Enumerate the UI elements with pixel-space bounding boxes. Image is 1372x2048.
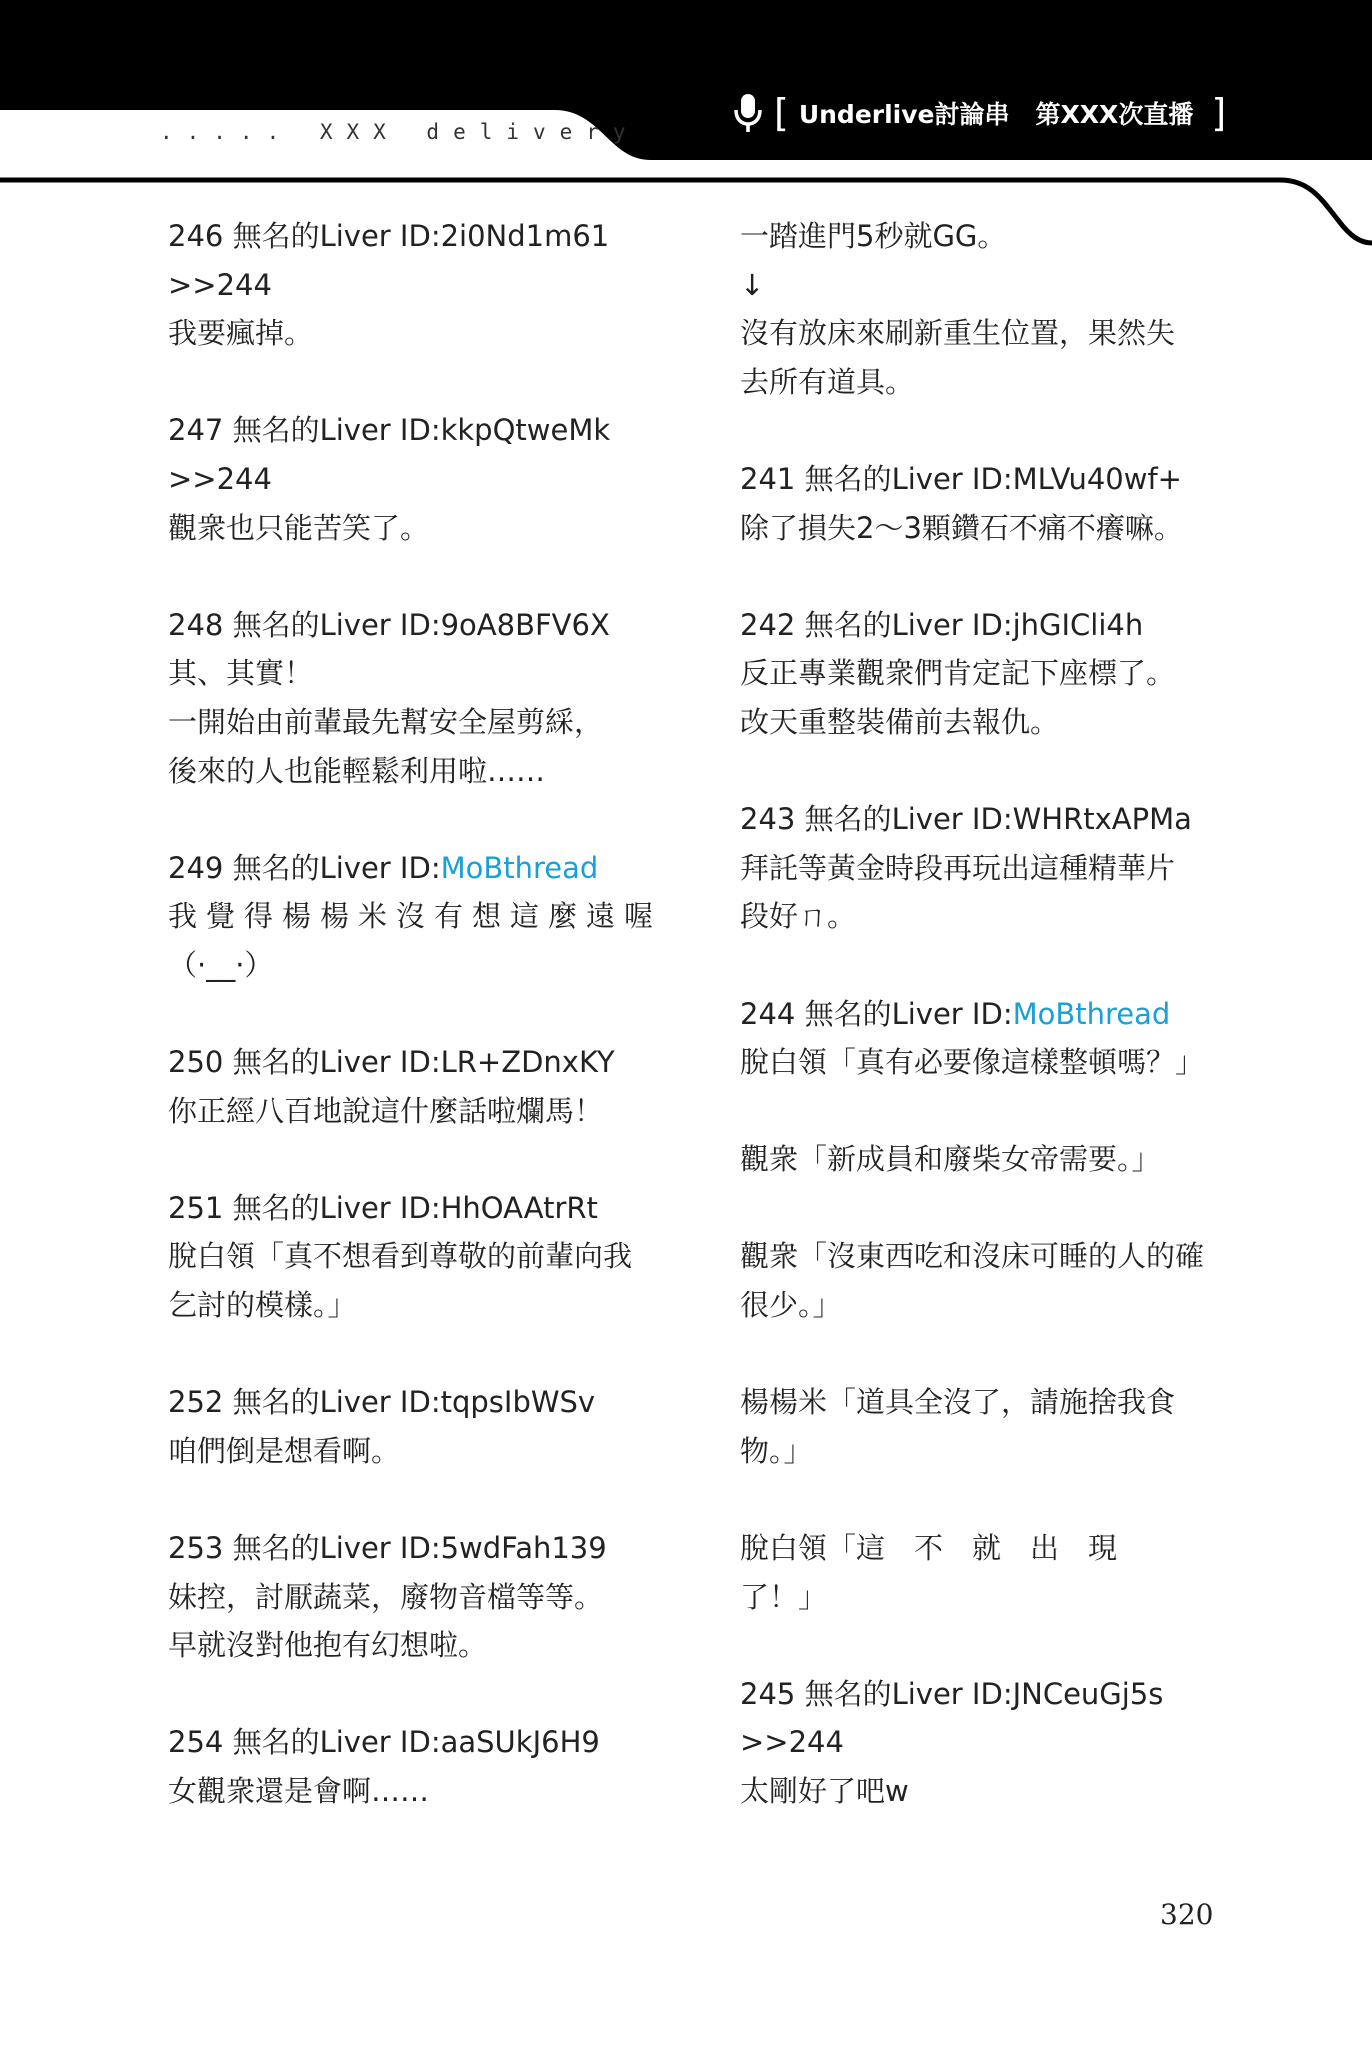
post-header xyxy=(740,455,1230,504)
bracket-close: ] xyxy=(1211,91,1227,135)
post-header xyxy=(168,1184,658,1233)
post-line: >>244 xyxy=(740,1725,844,1760)
post-header xyxy=(168,406,658,455)
post-240-continued xyxy=(740,212,1230,406)
post-header xyxy=(168,1524,658,1573)
post-id: LR+ZDnxKY xyxy=(440,1045,615,1080)
post-header xyxy=(740,990,1230,1039)
post-number-label: 246 無名的Liver ID: xyxy=(168,219,441,253)
post-header xyxy=(168,1378,658,1427)
down-arrow-icon: ↓ xyxy=(740,267,765,302)
thread-title xyxy=(774,88,1234,138)
post-header xyxy=(740,1670,1230,1719)
post-blank-line xyxy=(740,1475,1230,1524)
post-244 xyxy=(740,990,1230,1622)
post-line: 沒有放床來刷新重生位置，果然失 xyxy=(740,316,1176,351)
post-line: 後來的人也能輕鬆利用啦…… xyxy=(168,753,546,788)
post-line: 去所有道具。 xyxy=(740,364,915,399)
post-line: 女觀衆還是會啊…… xyxy=(168,1774,430,1808)
post-id: HhOAAtrRt xyxy=(440,1190,598,1225)
post-254 xyxy=(168,1718,658,1815)
forum-title: Underlive討論串 xyxy=(798,100,1010,129)
post-line: >>244 xyxy=(168,461,272,496)
post-line: 物。」 xyxy=(740,1433,813,1468)
post-line: 很少。」 xyxy=(740,1288,842,1323)
post-number-label: 243 無名的Liver ID: xyxy=(740,802,1013,837)
post-number-label: 242 無名的Liver ID: xyxy=(740,607,1013,642)
post-blank-line xyxy=(740,1184,1230,1233)
post-line: 脫白領「這 不 就 出 現 xyxy=(740,1531,1118,1566)
microphone-icon xyxy=(732,92,764,136)
post-249 xyxy=(168,844,663,990)
post-248 xyxy=(168,601,658,795)
right-column xyxy=(740,212,1230,1864)
post-id: aaSUkJ6H9 xyxy=(440,1725,600,1760)
post-line: 除了損失2～3顆鑽石不痛不癢嘛。 xyxy=(740,510,1183,545)
post-header xyxy=(168,844,658,893)
post-line: 楊楊米「道具全沒了，請施捨我食 xyxy=(740,1385,1176,1420)
post-header xyxy=(168,212,658,261)
post-id-highlighted: MoBthread xyxy=(440,850,599,885)
post-id: 2i0Nd1m61 xyxy=(440,219,610,253)
post-header xyxy=(168,1718,658,1767)
post-id: WHRtxAPMa xyxy=(1012,802,1192,837)
post-242 xyxy=(740,601,1230,747)
bracket-open: [ xyxy=(774,91,789,135)
post-number-label: 244 無名的Liver ID: xyxy=(740,996,1013,1031)
post-line: 觀衆「沒東西吃和沒床可睡的人的確 xyxy=(740,1239,1205,1274)
post-252 xyxy=(168,1378,658,1475)
post-line: 觀衆「新成員和廢柴女帝需要。」 xyxy=(740,1142,1161,1177)
post-id: MLVu40wf+ xyxy=(1012,461,1182,496)
post-header xyxy=(168,1038,658,1087)
post-line: 乞討的模樣。」 xyxy=(168,1288,357,1323)
post-line: 我要瘋掉。 xyxy=(168,316,314,351)
series-label: ..... XXX delivery xyxy=(160,120,640,144)
post-id-highlighted: MoBthread xyxy=(1012,996,1171,1031)
post-line: 改天重整裝備前去報仇。 xyxy=(740,704,1060,739)
left-column xyxy=(168,212,663,1864)
post-line: 早就沒對他抱有幻想啦。 xyxy=(168,1628,488,1663)
post-line: 太剛好了吧w xyxy=(740,1774,909,1808)
post-id: 5wdFah139 xyxy=(440,1531,607,1566)
post-line: >>244 xyxy=(168,267,272,302)
post-243 xyxy=(740,795,1230,941)
post-id: jhGICli4h xyxy=(1012,607,1144,642)
post-number-label: 250 無名的Liver ID: xyxy=(168,1045,441,1080)
post-number-label: 248 無名的Liver ID: xyxy=(168,607,441,642)
broadcast-label: 第XXX次直播 xyxy=(1035,100,1194,129)
post-number-label: 252 無名的Liver ID: xyxy=(168,1385,441,1420)
post-247 xyxy=(168,406,658,552)
post-line: 反正專業觀衆們肯定記下座標了。 xyxy=(740,656,1176,691)
post-251 xyxy=(168,1184,658,1330)
post-id: tqpsIbWSv xyxy=(440,1385,596,1420)
post-line: （·__·） xyxy=(168,947,274,982)
post-line: 拜託等黃金時段再玩出這種精華片 xyxy=(740,850,1176,885)
post-line: 其、其實！ xyxy=(168,656,314,691)
post-245 xyxy=(740,1670,1230,1816)
post-number-label: 247 無名的Liver ID: xyxy=(168,413,441,448)
post-253 xyxy=(168,1524,658,1670)
post-line: 脫白領「真有必要像這樣整頓嗎？」 xyxy=(740,1045,1205,1080)
post-id: JNCeuGj5s xyxy=(1012,1676,1164,1711)
post-241 xyxy=(740,455,1230,552)
post-line: 我覺得楊楊米沒有想這麼遠喔 xyxy=(168,899,663,934)
post-id: kkpQtweMk xyxy=(440,413,611,448)
post-blank-line xyxy=(740,1087,1230,1136)
post-line: 妹控，討厭蔬菜，廢物音檔等等。 xyxy=(168,1579,604,1614)
post-line: 咱們倒是想看啊。 xyxy=(168,1433,401,1468)
post-header xyxy=(740,795,1230,844)
post-header xyxy=(740,601,1230,650)
post-number-label: 251 無名的Liver ID: xyxy=(168,1190,441,1225)
post-line: 一開始由前輩最先幫安全屋剪綵， xyxy=(168,704,604,739)
post-number-label: 245 無名的Liver ID: xyxy=(740,1676,1013,1711)
post-number-label: 254 無名的Liver ID: xyxy=(168,1725,441,1760)
post-number-label: 253 無名的Liver ID: xyxy=(168,1531,441,1566)
post-line: 觀衆也只能苦笑了。 xyxy=(168,510,430,545)
post-line: 段好ㄇ。 xyxy=(740,899,857,934)
post-line: 了！」 xyxy=(740,1579,828,1614)
post-header xyxy=(168,601,658,650)
post-line: 一踏進門5秒就GG。 xyxy=(740,219,1007,253)
post-number-label: 249 無名的Liver ID: xyxy=(168,850,441,885)
post-blank-line xyxy=(740,1330,1230,1379)
post-250 xyxy=(168,1038,658,1135)
page-number: 320 xyxy=(1160,1898,1214,1931)
post-line: 脫白領「真不想看到尊敬的前輩向我 xyxy=(168,1239,633,1274)
post-number-label: 241 無名的Liver ID: xyxy=(740,461,1013,496)
post-id: 9oA8BFV6X xyxy=(440,607,610,642)
post-246 xyxy=(168,212,658,358)
post-line: 你正經八百地說這什麼話啦爛馬！ xyxy=(168,1093,604,1128)
